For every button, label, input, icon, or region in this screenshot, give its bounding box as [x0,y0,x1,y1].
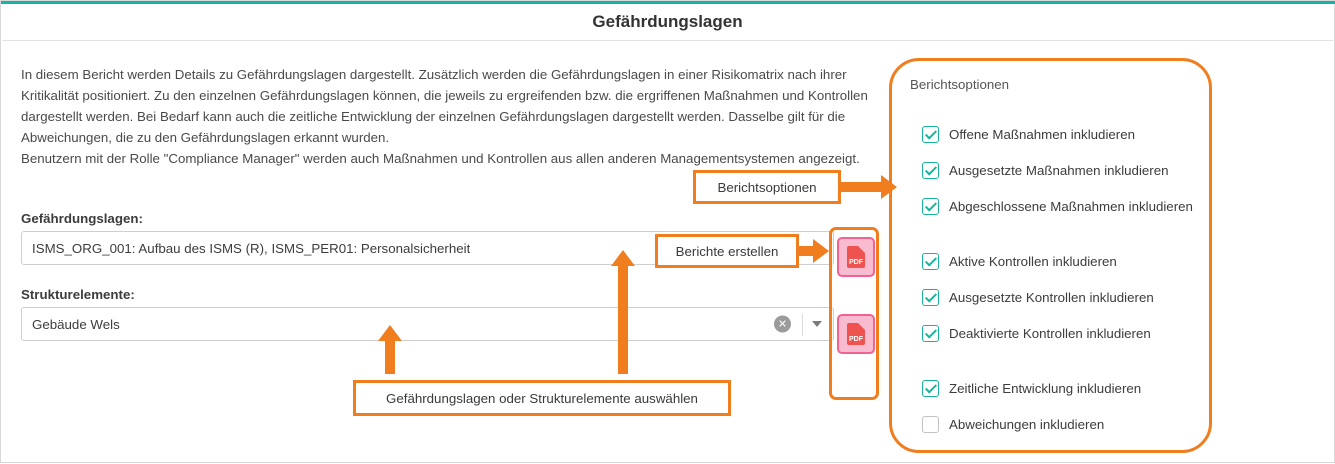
option-label: Deaktivierte Kontrollen inkludieren [949,326,1151,341]
page-title: Gefährdungslagen [592,12,743,31]
option-ausgesetzte-kontrollen[interactable] [922,289,1154,306]
callout-arrow-berichte-erstellen [799,246,813,256]
strukturelemente-value: Gebäude Wels [32,316,120,332]
checkbox-icon[interactable] [922,416,939,433]
option-zeitliche-entwicklung[interactable] [922,380,1141,397]
description-paragraph-1: In diesem Bericht werden Details zu Gefährdungslagen dargestellt. Zusätzlich werden die Gefährdungslagen in einer Risikomatrix nach ihrer Kritikalität positioniert. Zu den einzelnen Gefährdungslagen können, die jeweils zu ergreifenden bzw. die ergriffenen Maßnahmen und Kontrollen dargestellt werden. Bei Bedarf kann auch die zeitliche Entwicklung der einzelnen Gefährdungslagen dargestellt werden. Dasselbe gilt für die Abweichungen, die zu den Gefährdungslagen erkannt wurden. [21,67,868,145]
pdf-export-button-2[interactable] [837,314,875,354]
option-abweichungen[interactable] [922,416,1104,433]
checkbox-icon[interactable] [922,126,939,143]
option-abgeschlossene-massnahmen[interactable] [922,198,1193,215]
pdf-icon-label: PDF [849,336,863,343]
callout-label: Berichtsoptionen [717,179,817,195]
description-text [21,64,876,169]
option-ausgesetzte-massnahmen[interactable] [922,162,1169,179]
option-label: Aktive Kontrollen inkludieren [949,254,1117,269]
callout-label: Berichte erstellen [675,243,779,259]
gefaehrdungslagen-label: Gefährdungslagen: [21,211,143,226]
checkbox-icon[interactable] [922,253,939,270]
option-label: Ausgesetzte Kontrollen inkludieren [949,290,1154,305]
callout-auswahl [353,380,731,416]
option-label: Zeitliche Entwicklung inkludieren [949,381,1142,396]
chevron-down-icon[interactable] [812,321,822,327]
option-label: Abweichungen inkludieren [949,417,1105,432]
callout-label: Gefährdungslagen oder Strukturelemente auswählen [386,390,698,406]
pdf-file-icon [847,323,865,345]
report-options-title: Berichtsoptionen [910,77,1010,92]
option-label: Offene Maßnahmen inkludieren [949,127,1136,142]
checkbox-icon[interactable] [922,162,939,179]
callout-berichte-erstellen [655,234,799,268]
strukturelemente-label: Strukturelemente: [21,287,135,302]
description-paragraph-2: Benutzern mit der Rolle "Compliance Manager" werden auch Maßnahmen und Kontrollen aus allen anderen Managementsystemen angezeigt. [21,151,860,166]
clear-circle-icon[interactable]: ✕ [774,316,791,333]
option-aktive-kontrollen[interactable] [922,253,1117,270]
option-deaktivierte-kontrollen[interactable] [922,325,1151,342]
strukturelemente-input[interactable] [21,307,834,341]
input-separator [802,314,803,336]
pdf-export-button-1[interactable] [837,237,875,277]
checkbox-icon[interactable] [922,325,939,342]
callout-arrow-gefaehrdungslagen [618,266,628,374]
dialog-body [1,41,1335,464]
checkbox-icon[interactable] [922,289,939,306]
gefaehrdungslagen-value: ISMS_ORG_001: Aufbau des ISMS (R), ISMS_PER01: Personalsicherheit [32,240,471,256]
option-label: Ausgesetzte Maßnahmen inkludieren [949,163,1169,178]
report-export-highlight [829,227,879,400]
callout-berichtsoptionen [693,170,841,204]
callout-arrow-strukturelemente [385,341,395,374]
report-options-panel [889,58,1212,453]
option-label: Abgeschlossene Maßnahmen inkludieren [949,199,1193,214]
pdf-file-icon [847,246,865,268]
callout-arrow-berichtsoptionen [841,182,881,192]
checkbox-icon[interactable] [922,198,939,215]
dialog-title-bar [2,4,1333,41]
checkbox-icon[interactable] [922,380,939,397]
pdf-icon-label: PDF [849,259,863,266]
option-offene-massnahmen[interactable] [922,126,1135,143]
